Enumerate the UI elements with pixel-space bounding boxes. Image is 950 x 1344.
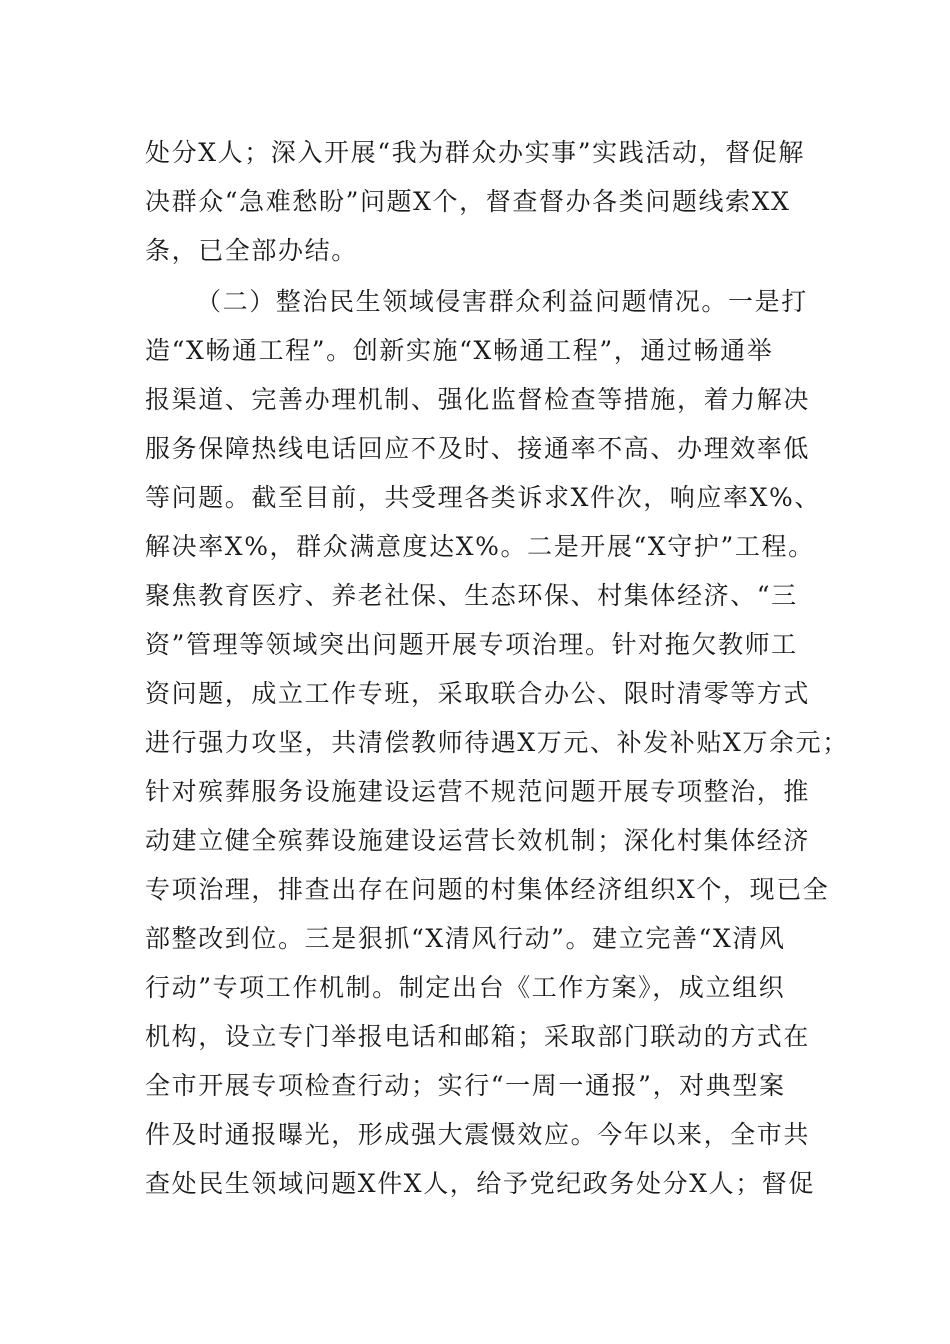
text-line: 行动”专项工作机制。制定出台《工作方案》，成立组织 (145, 973, 786, 1002)
text-line: 专项治理，排查出存在问题的村集体经济组织X个，现已全 (145, 875, 830, 904)
text-line: 针对殡葬服务设施建设运营不规范问题开展专项整治，推 (145, 777, 811, 806)
text-line: 查处民生领域问题X件X人，给予党纪政务处分X人；督促 (145, 1169, 815, 1198)
text-line: 进行强力攻坚，共清偿教师待遇X万元、补发补贴X万余元； (145, 728, 849, 757)
text-line: 机构，设立专门举报电话和邮箱；采取部门联动的方式在 (145, 1022, 811, 1051)
text-line: 决群众“急难愁盼”问题X个，督查督办各类问题线索XX (145, 187, 791, 216)
text-line: 资”管理等领域突出问题开展专项治理。针对拖欠教师工 (145, 630, 798, 659)
paragraph-heading-line: （二）整治民生领域侵害群众利益问题情况。一是打 (196, 287, 808, 316)
text-line: 条，已全部办结。 (145, 236, 358, 265)
text-line: 等问题。截至目前，共受理各类诉求X件次，响应率X%、 (145, 483, 821, 512)
text-line: 动建立健全殡葬设施建设运营长效机制；深化村集体经济 (145, 826, 811, 855)
text-line: 服务保障热线电话回应不及时、接通率不高、办理效率低 (145, 434, 811, 463)
text-line: 聚焦教育医疗、养老社保、生态环保、村集体经济、“三 (145, 581, 798, 610)
text-line: 全市开展专项检查行动；实行“一周一通报”，对典型案 (145, 1071, 786, 1100)
text-line: 造“X畅通工程”。创新实施“X畅通工程”，通过畅通举 (145, 336, 774, 365)
text-line: 资问题，成立工作专班，采取联合办公、限时清零等方式 (145, 679, 811, 708)
text-line: 报渠道、完善办理机制、强化监督检查等措施，着力解决 (145, 385, 811, 414)
text-line: 解决率X%，群众满意度达X%。二是开展“X守护”工程。 (145, 532, 815, 561)
text-line: 处分X人；深入开展“我为群众办实事”实践活动，督促解 (145, 138, 805, 167)
text-line: 件及时通报曝光，形成强大震慑效应。今年以来，全市共 (145, 1120, 811, 1149)
text-line: 部整改到位。三是狠抓“X清风行动”。建立完善“X清风 (145, 924, 786, 953)
